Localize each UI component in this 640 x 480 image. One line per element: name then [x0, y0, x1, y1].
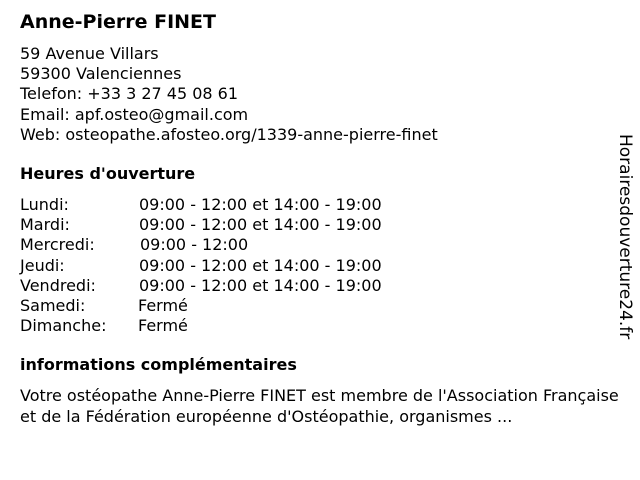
phone-line: Telefon: +33 3 27 45 08 61 — [20, 84, 239, 104]
day-label: Samedi: — [20, 295, 86, 315]
business-name: Anne-Pierre FINET — [20, 11, 216, 33]
hours-row-friday — [20, 276, 620, 296]
hours-heading: Heures d'ouverture — [20, 164, 196, 184]
address-city: 59300 Valenciennes — [20, 64, 182, 84]
hours-table — [20, 195, 620, 336]
hours-row-thursday — [20, 256, 620, 276]
info-text: Votre ostéopathe Anne-Pierre FINET est membre de l'Association Française et de la Fédération européenne d'Ostéopathie, organismes ... — [20, 386, 619, 426]
day-hours: 09:00 - 12:00 et 14:00 - 19:00 — [139, 195, 382, 215]
day-hours: 09:00 - 12:00 et 14:00 - 19:00 — [139, 215, 382, 235]
day-hours: Fermé — [138, 316, 188, 336]
day-label: Vendredi: — [20, 275, 96, 295]
email-line: Email: apf.osteo@gmail.com — [20, 104, 249, 124]
day-hours: 09:00 - 12:00 et 14:00 - 19:00 — [139, 275, 382, 295]
hours-row-tuesday — [20, 215, 620, 235]
address-street: 59 Avenue Villars — [20, 44, 159, 63]
brand-watermark: Horairesdouverture24.fr — [615, 134, 635, 340]
day-label: Mercredi: — [20, 235, 95, 255]
day-hours: Fermé — [138, 295, 188, 315]
info-heading: informations complémentaires — [20, 355, 297, 375]
day-hours: 09:00 - 12:00 et 14:00 - 19:00 — [139, 255, 382, 275]
hours-row-monday — [20, 195, 620, 215]
contact-block — [20, 44, 620, 145]
day-label: Dimanche: — [20, 316, 107, 336]
web-line: Web: osteopathe.afosteo.org/1339-anne-pierre-finet — [20, 124, 438, 144]
business-card — [20, 10, 620, 427]
hours-row-wednesday — [20, 235, 620, 255]
day-hours: 09:00 - 12:00 — [140, 235, 249, 255]
day-label: Jeudi: — [20, 255, 65, 275]
hours-row-saturday — [20, 296, 620, 316]
day-label: Mardi: — [20, 215, 70, 235]
hours-row-sunday — [20, 316, 620, 336]
day-label: Lundi: — [20, 195, 69, 215]
